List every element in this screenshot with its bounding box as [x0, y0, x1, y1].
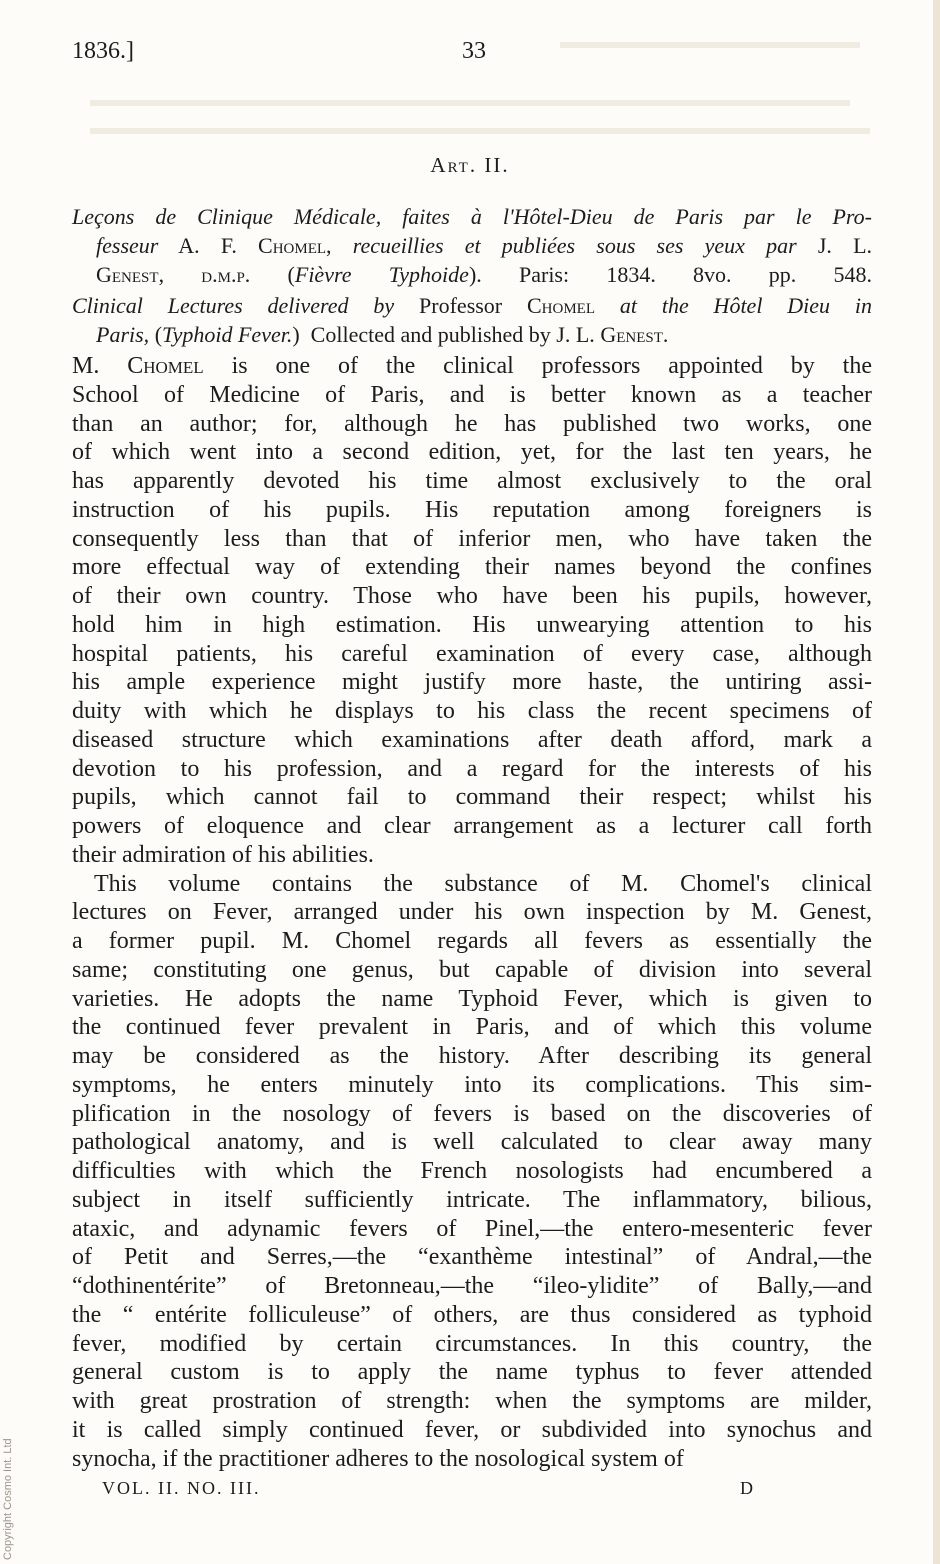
- text-line: of which went into a second edition, yet, for the last ten years, he: [72, 439, 872, 466]
- text-line: diseased structure which examinations after death afford, mark a: [72, 726, 872, 753]
- text-line: may be considered as the history. After describing its general: [72, 1043, 872, 1069]
- copyright-watermark: Copyright Cosmo Int. Ltd: [2, 1438, 14, 1560]
- text-line: This volume contains the substance of M. Chomel's clinical: [94, 870, 872, 897]
- french-citation: [72, 202, 872, 289]
- text-line: with great prostration of strength: when the symptoms are milder,: [72, 1388, 872, 1414]
- text-line: it is called simply continued fever, or subdivided into synochus and: [72, 1416, 872, 1443]
- text-line: powers of eloquence and clear arrangement as a lecturer call forth: [72, 813, 872, 839]
- text-line: the continued fever prevalent in Paris, and of which this volume: [72, 1014, 872, 1041]
- citation-line: Paris, (Typhoid Fever.) Collected and published by J. L. Genest.: [96, 322, 669, 347]
- text-line: duity with which he displays to his class the recent specimens of: [72, 698, 872, 724]
- citation-line: fesseur A. F. Chomel, recueillies et publiées sous ses yeux par J. L.: [96, 233, 873, 258]
- page-number: 33: [462, 38, 486, 64]
- text-line: of their own country. Those who have been his pupils, however,: [72, 583, 872, 609]
- text-line: symptoms, he enters minutely into its complications. This sim-: [72, 1071, 872, 1098]
- text-line: School of Medicine of Paris, and is better known as a teacher: [72, 381, 872, 408]
- citation-line: Clinical Lectures delivered by Professor Chomel at the Hôtel Dieu in: [72, 293, 873, 318]
- article-body: [72, 352, 872, 1473]
- text-line: the “ entérite folliculeuse” of others, are thus considered as typhoid: [72, 1301, 872, 1328]
- signature-mark: D: [740, 1478, 755, 1498]
- text-line: hospital patients, his careful examination of every case, although: [72, 640, 872, 667]
- text-line: “dothinentérite” of Bretonneau,—the “ileo-ylidite” of Bally,—and: [72, 1273, 872, 1299]
- text-line: his ample experience might justify more haste, the untiring assi-: [72, 669, 872, 696]
- text-line: synocha, if the practitioner adheres to the nosological system of: [72, 1445, 684, 1472]
- text-line: same; constituting one genus, but capable of division into several: [72, 956, 872, 983]
- text-line: has apparently devoted his time almost exclusively to the oral: [72, 468, 872, 494]
- page-footer: [72, 1478, 865, 1504]
- text-line: instruction of his pupils. His reputation among foreigners is: [72, 496, 872, 523]
- text-line: more effectual way of extending their names beyond the confines: [72, 554, 872, 581]
- text-line: fever, modified by certain circumstances. In this country, the: [72, 1330, 872, 1357]
- text-line: pupils, which cannot fail to command their respect; whilst his: [72, 784, 872, 811]
- text-line: M. Chomel is one of the clinical professors appointed by the: [72, 353, 872, 379]
- text-line: of Petit and Serres,—the “exanthème intestinal” of Andral,—the: [72, 1244, 872, 1271]
- text-line: hold him in high estimation. His unwearying attention to his: [72, 611, 872, 638]
- text-line: subject in itself sufficiently intricate. The inflammatory, bilious,: [72, 1186, 872, 1213]
- article-title: Art. II.: [430, 153, 510, 177]
- text-line: than an author; for, although he has published two works, one: [72, 410, 872, 437]
- text-line: devotion to his profession, and a regard for the interests of his: [72, 755, 872, 782]
- header-year: 1836.]: [72, 38, 134, 64]
- lead-name: M. Chomel: [72, 353, 204, 379]
- text-line: consequently less than that of inferior men, who have taken the: [72, 525, 872, 552]
- english-citation: [72, 291, 872, 349]
- text-line: a former pupil. M. Chomel regards all fevers as essentially the: [72, 928, 872, 954]
- running-header: [72, 38, 865, 68]
- paragraph-2: [72, 870, 872, 1474]
- text-line: pathological anatomy, and is well calculated to clear away many: [72, 1129, 872, 1156]
- citation-line: Genest, d.m.p. (Fièvre Typhoide). Paris: 1834. 8vo. pp. 548.: [96, 262, 872, 287]
- text-line: plification in the nosology of fevers is based on the discoveries of: [72, 1100, 872, 1127]
- text-line: ataxic, and adynamic fevers of Pinel,—the entero-mesenteric fever: [72, 1215, 872, 1242]
- text-line: general custom is to apply the name typhus to fever attended: [72, 1359, 872, 1386]
- show-through-shadow: [90, 128, 870, 134]
- text-line: their admiration of his abilities.: [72, 841, 374, 868]
- text-line: lectures on Fever, arranged under his own inspection by M. Genest,: [72, 899, 872, 926]
- show-through-shadow: [90, 100, 850, 106]
- citation-line: Leçons de Clinique Médicale, faites à l'Hôtel-Dieu de Paris par le Pro-: [72, 204, 872, 229]
- volume-number: VOL. II. NO. III.: [102, 1478, 261, 1498]
- text-line: varieties. He adopts the name Typhoid Fever, which is given to: [72, 985, 872, 1012]
- paragraph-1: [72, 352, 872, 870]
- text-line: difficulties with which the French nosologists had encumbered a: [72, 1158, 872, 1184]
